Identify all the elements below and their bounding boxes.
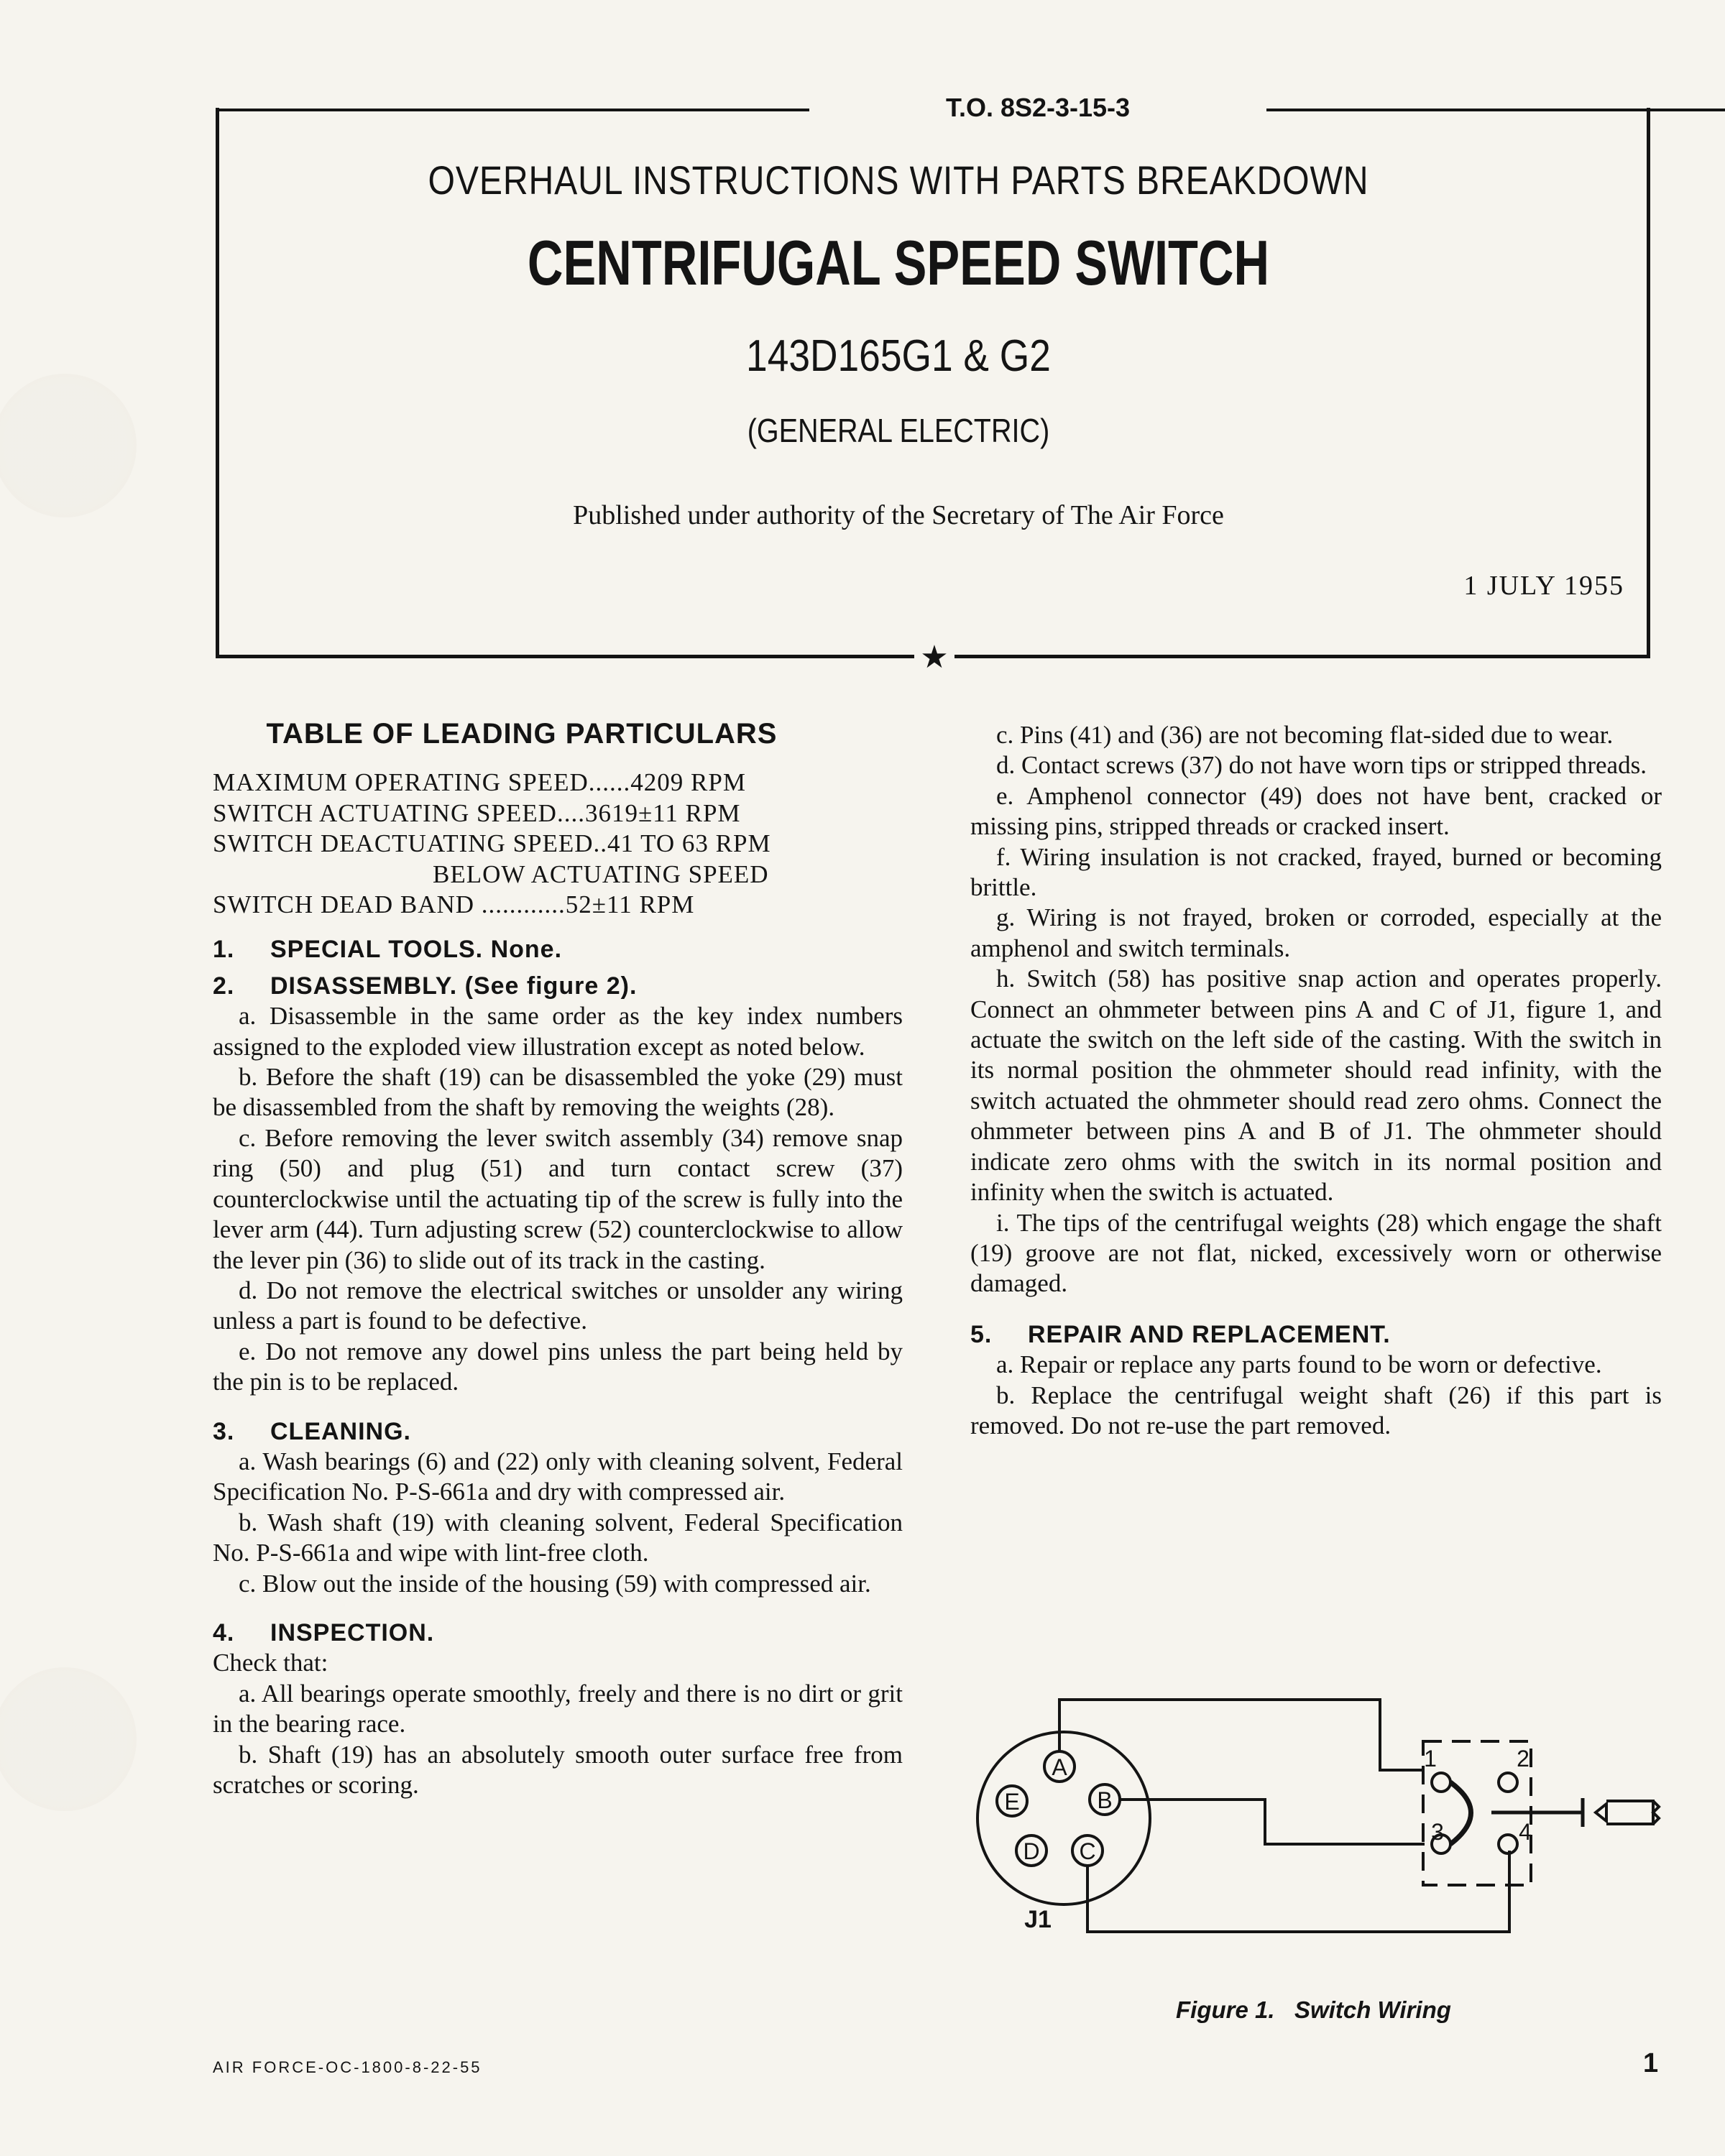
paragraph: e. Amphenol connector (49) does not have bent, cracked or missing pins, stripped threads or cracked insert. xyxy=(970,781,1662,841)
publication-date: 1 JULY 1955 xyxy=(1463,571,1624,601)
paragraph: i. The tips of the centrifugal weights (28) which engage the shaft (19) groove are not flat, nicked, excessively worn or otherwise damaged. xyxy=(970,1208,1662,1298)
paragraph: b. Before the shaft (19) can be disassembled the yoke (29) must be disassembled from the shaft by removing the weights (28). xyxy=(213,1063,903,1122)
paragraph: h. Switch (58) has positive snap action and operates properly. Connect an ohmmeter between pins A and C of J1, figure 1, and actuate the switch on the left side of the casting. With the switch in its normal position the ohmmeter should read infinity, with the switch actuated the ohmmeter should read zero ohms. Connect the ohmmeter between pins A and B of J1. The ohmmeter should indicate zero ohms with the switch in its normal position and infinity when the switch is actuated. xyxy=(970,964,1662,1207)
section-2-heading xyxy=(213,971,903,1001)
right-column xyxy=(970,720,1662,1441)
paragraph: c. Blow out the inside of the housing (59) with compressed air. xyxy=(239,1569,871,1598)
switch-arm xyxy=(1450,1782,1471,1844)
pin-label: D xyxy=(1023,1838,1040,1864)
star-icon: ★ xyxy=(914,638,954,677)
paragraph: d. Do not remove the electrical switches or unsolder any wiring unless a part is found to be defective. xyxy=(213,1276,903,1335)
paragraph: c. Before removing the lever switch assembly (34) remove snap ring (50) and plug (51) and turn contact screw (37) counterclockwise until the actuating tip of the screw is fully into the lever arm (44). Turn adjusting screw (52) counterclockwise to allow the lever pin (36) to slide out of its track in the casting. xyxy=(213,1123,903,1274)
pin-label: E xyxy=(1004,1789,1020,1815)
paragraph: a. Disassemble in the same order as the key index numbers assigned to the exploded view illustration except as noted below. xyxy=(213,1002,903,1061)
spec-row: MAXIMUM OPERATING SPEED......4209 RPM xyxy=(213,768,746,797)
paragraph: a. All bearings operate smoothly, freely and there is no dirt or grit in the bearing race. xyxy=(213,1679,903,1738)
section-number: 1. xyxy=(213,936,235,964)
paragraph: e. Do not remove any dowel pins unless the part being held by the pin is to be replaced. xyxy=(213,1337,903,1396)
print-code: AIR FORCE-OC-1800-8-22-55 xyxy=(213,2058,482,2076)
section-number: 2. xyxy=(213,972,235,1000)
section-number: 5. xyxy=(970,1320,993,1348)
section-title: SPECIAL TOOLS. None. xyxy=(270,936,563,964)
leading-particulars-table xyxy=(213,768,903,920)
pin-label: A xyxy=(1052,1754,1067,1780)
connector-label: J1 xyxy=(1024,1906,1052,1933)
section-number: 4. xyxy=(213,1618,235,1646)
terminal-label: 2 xyxy=(1517,1746,1530,1772)
to-number: T.O. 8S2-3-15-3 xyxy=(945,93,1131,122)
paragraph: a. Wash bearings (6) and (22) only with cleaning solvent, Federal Specification No. P-S-661a and dry with compressed air. xyxy=(213,1447,903,1506)
pin-label: C xyxy=(1079,1838,1096,1864)
section-title: DISASSEMBLY. (See figure 2). xyxy=(270,972,638,1000)
wire-a-to-1 xyxy=(1059,1700,1425,1770)
paragraph: c. Pins (41) and (36) are not becoming flat-sided due to wear. xyxy=(996,721,1614,749)
paragraph: g. Wiring is not frayed, broken or corroded, especially at the amphenol and switch terminals. xyxy=(970,903,1662,962)
section-title: REPAIR AND REPLACEMENT. xyxy=(1028,1320,1391,1348)
section-5-heading xyxy=(970,1319,1662,1350)
paragraph: b. Replace the centrifugal weight shaft (26) if this part is removed. Do not re-use the part removed. xyxy=(970,1381,1662,1439)
figure-caption: Figure 1. Switch Wiring xyxy=(1176,1996,1451,2023)
part-numbers: 143D165G1 & G2 xyxy=(746,331,1051,381)
leading-particulars-title: TABLE OF LEADING PARTICULARS xyxy=(266,718,778,750)
terminal-label: 4 xyxy=(1519,1819,1532,1845)
section-number: 3. xyxy=(213,1417,235,1445)
paragraph: f. Wiring insulation is not cracked, frayed, burned or becoming brittle. xyxy=(970,842,1662,902)
spec-row: SWITCH ACTUATING SPEED....3619±11 RPM xyxy=(213,798,741,827)
section-1-heading xyxy=(213,934,903,964)
section-title: INSPECTION. xyxy=(270,1618,435,1646)
switch-wiring-diagram xyxy=(963,1674,1696,1948)
terminal-1 xyxy=(1432,1773,1450,1792)
section-3-heading xyxy=(213,1416,903,1447)
wire-c-to-4 xyxy=(1087,1851,1509,1932)
paragraph: d. Contact screws (37) do not have worn tips or stripped threads. xyxy=(996,751,1647,780)
paragraph: b. Wash shaft (19) with cleaning solvent, Federal Specification No. P-S-661a and wipe with lint-free cloth. xyxy=(213,1508,903,1567)
terminal-label: 3 xyxy=(1431,1819,1444,1845)
terminal-label: 1 xyxy=(1424,1746,1437,1772)
paragraph: b. Shaft (19) has an absolutely smooth outer surface free from scratches or scoring. xyxy=(213,1740,903,1799)
manufacturer: (GENERAL ELECTRIC) xyxy=(747,412,1050,449)
page-number: 1 xyxy=(1643,2048,1659,2078)
authority-line: Published under authority of the Secretary of The Air Force xyxy=(573,500,1224,530)
spec-row: BELOW ACTUATING SPEED xyxy=(433,860,769,888)
section-4-heading xyxy=(213,1618,903,1648)
actuator-plunger-icon xyxy=(1596,1801,1659,1824)
section-title: CLEANING. xyxy=(270,1417,411,1445)
wire-b-to-3 xyxy=(1120,1800,1425,1844)
pin-label: B xyxy=(1097,1787,1113,1813)
binder-hole-top xyxy=(0,374,137,517)
document-subtitle: OVERHAUL INSTRUCTIONS WITH PARTS BREAKDOWN xyxy=(428,157,1369,203)
document-title: CENTRIFUGAL SPEED SWITCH xyxy=(527,227,1270,298)
binder-hole-bottom xyxy=(0,1667,137,1811)
spec-row: SWITCH DEAD BAND ............52±11 RPM xyxy=(213,890,695,919)
paragraph: Check that: xyxy=(213,1649,328,1677)
spec-row: SWITCH DEACTUATING SPEED..41 TO 63 RPM xyxy=(213,829,771,858)
left-column xyxy=(213,719,903,1800)
terminal-2 xyxy=(1499,1773,1517,1792)
paragraph: a. Repair or replace any parts found to be worn or defective. xyxy=(996,1350,1602,1379)
